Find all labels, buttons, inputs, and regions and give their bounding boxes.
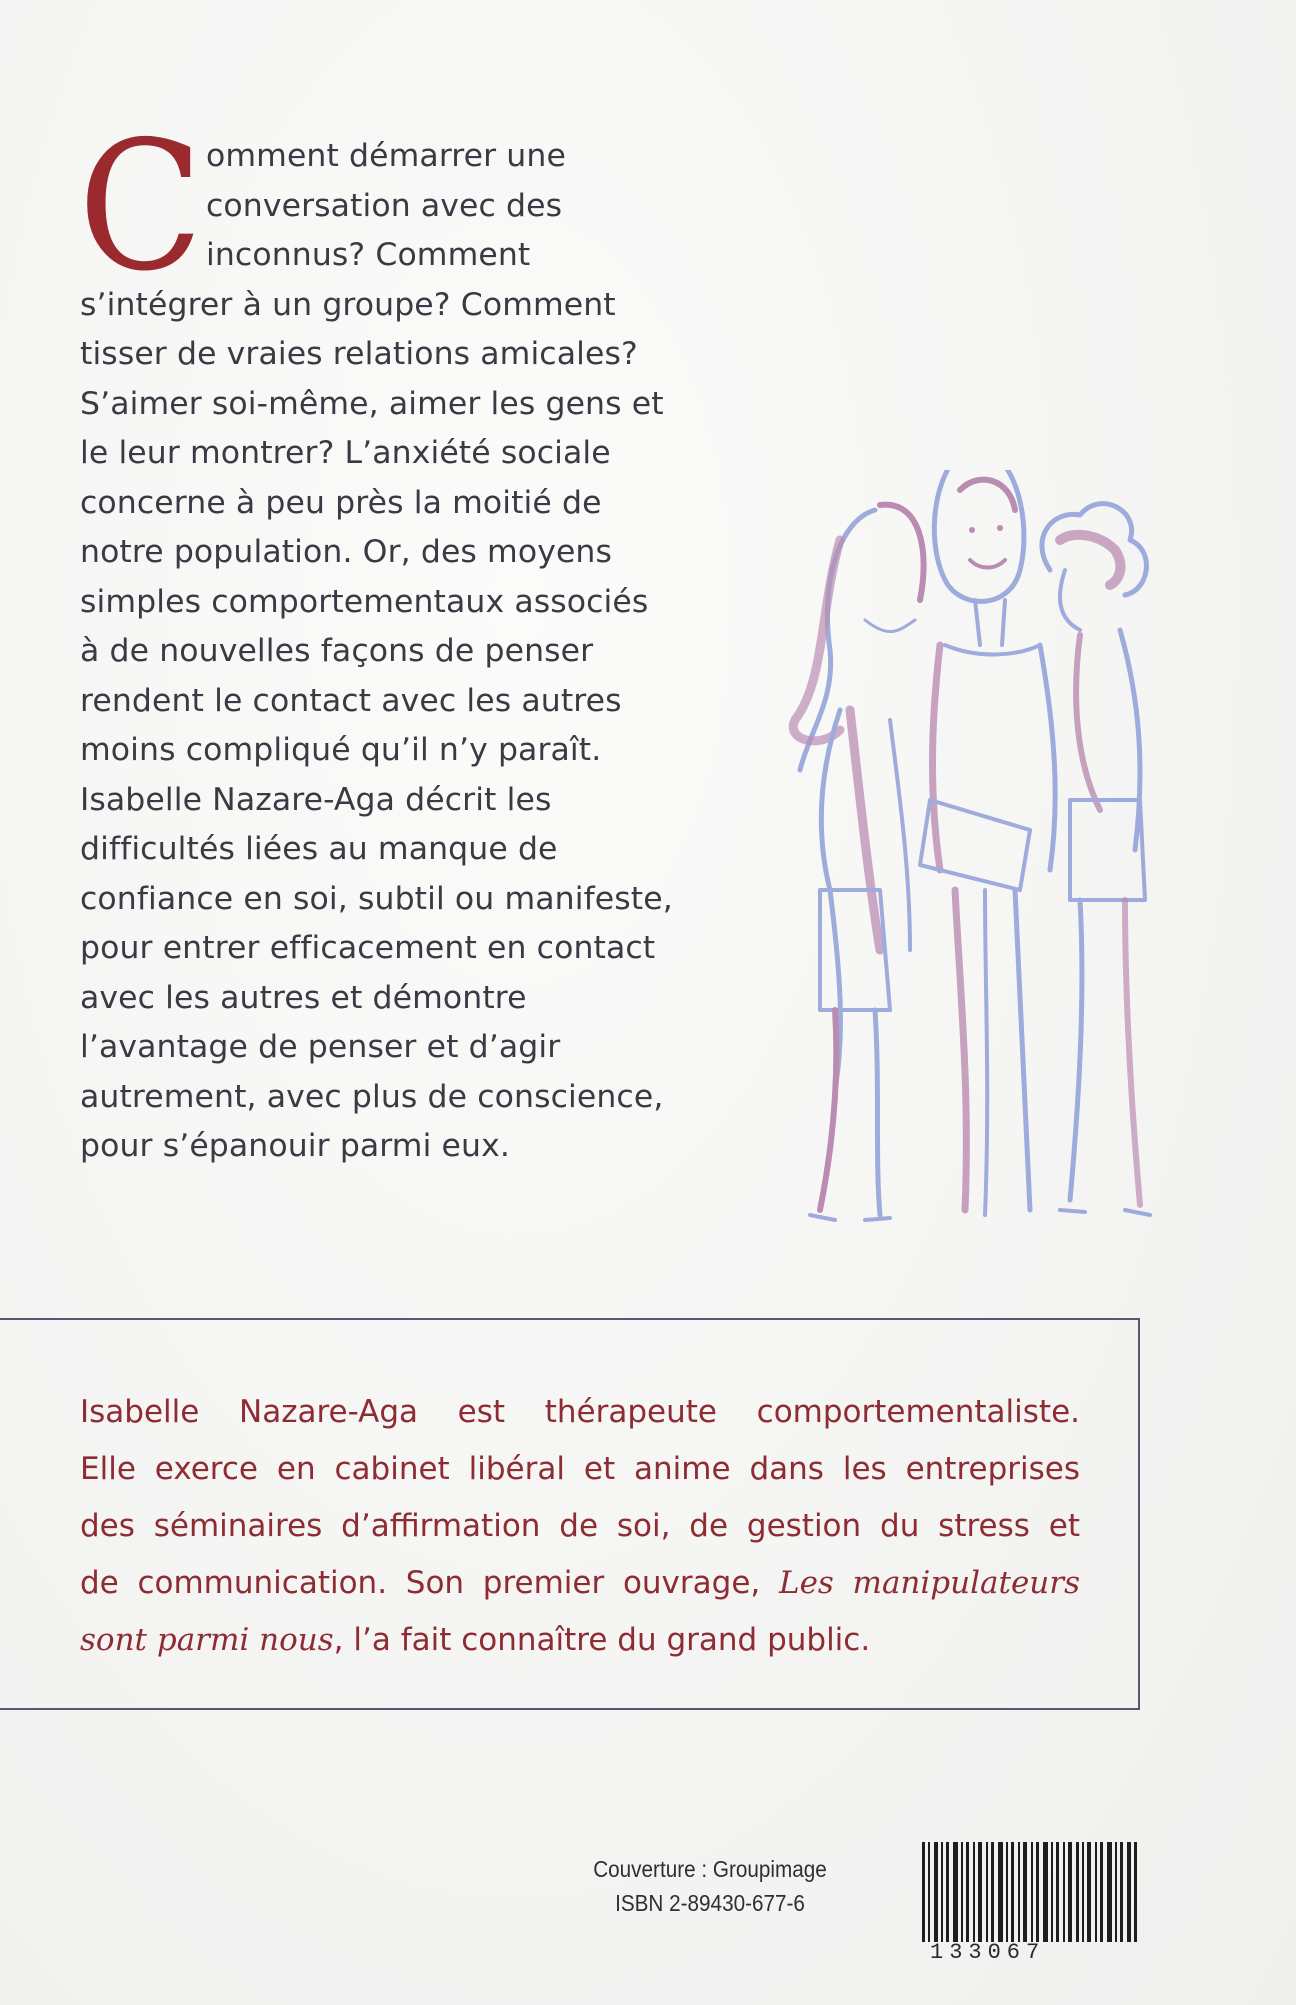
blurb-line: s’intégrer à un groupe? Comment — [80, 286, 616, 323]
blurb-line: confiance en soi, subtil ou manifeste, — [80, 880, 673, 917]
blurb-line: Isabelle Nazare-Aga décrit les — [80, 781, 552, 818]
barcode-number: 133067 — [930, 1940, 1046, 1965]
book-blurb — [80, 132, 770, 1172]
author-bio-line: Elle exerce en cabinet libéral et anime dans les entreprises — [80, 1451, 1080, 1487]
blurb-line: difficultés liées au manque de — [80, 831, 558, 867]
blurb-line: moins compliqué qu’il n’y paraît. — [80, 732, 602, 768]
blurb-line: à de nouvelles façons de penser — [80, 633, 594, 669]
drop-cap: C — [78, 103, 204, 310]
blurb-line: rendent le contact avec les autres — [80, 682, 622, 719]
author-bio-text: de communication. Son premier ouvrage, — [80, 1565, 779, 1601]
isbn: ISBN 2-89430-677-6 — [615, 1890, 805, 1916]
author-bio-line: Isabelle Nazare-Aga est thérapeute comportementaliste. — [80, 1394, 1080, 1430]
blurb-line: omment démarrer une — [206, 138, 566, 174]
blurb-line: autrement, avec plus de conscience, — [80, 1078, 664, 1115]
blurb-line: concerne à peu près la moitié de — [80, 484, 602, 521]
barcode-icon — [920, 1838, 1140, 1946]
blurb-line: pour s’épanouir parmi eux. — [80, 1128, 510, 1164]
three-women-sketch-icon — [780, 470, 1180, 1240]
blurb-line: S’aimer soi-même, aimer les gens et — [80, 385, 664, 422]
author-bio-line — [80, 1612, 1080, 1669]
blurb-line: l’avantage de penser et d’agir — [80, 1029, 561, 1065]
cover-credit: Couverture : Groupimage — [593, 1856, 827, 1882]
blurb-line: notre population. Or, des moyens — [80, 534, 613, 570]
blurb-line: simples comportementaux associés — [80, 583, 649, 620]
book-title-part-2: sont parmi nous — [80, 1622, 334, 1658]
author-bio-text: , l’a fait connaître du grand public. — [333, 1622, 871, 1658]
blurb-line: avec les autres et démontre — [80, 979, 527, 1016]
book-title-part-1: Les manipulateurs — [778, 1565, 1081, 1601]
blurb-line: le leur montrer? L’anxiété sociale — [80, 435, 611, 471]
author-bio-line — [80, 1555, 1080, 1612]
blurb-line: inconnus? Comment — [206, 237, 531, 273]
author-bio — [80, 1384, 1080, 1669]
blurb-line: pour entrer efficacement en contact — [80, 930, 656, 966]
blurb-line: conversation avec des — [206, 187, 563, 224]
credits — [575, 1852, 845, 1920]
author-bio-line: des séminaires d’affirmation de soi, de gestion du stress et — [80, 1508, 1080, 1544]
blurb-line: tisser de vraies relations amicales? — [80, 336, 638, 372]
